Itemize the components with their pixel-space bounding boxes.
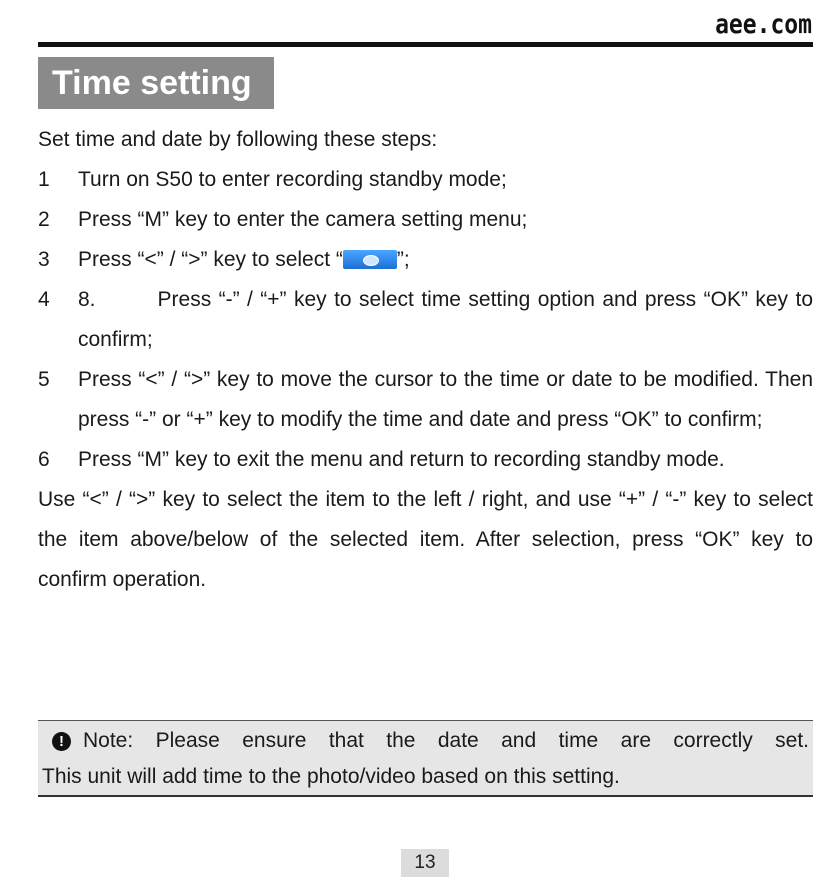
step-text: Press “M” key to enter the camera setting menu; [78, 208, 528, 231]
step-prefix: 8. [78, 288, 96, 311]
step-text-after: ”; [396, 248, 410, 271]
step-4 [38, 280, 813, 360]
step-number: 5 [38, 368, 50, 391]
page-number: 13 [401, 849, 449, 877]
step-number: 3 [38, 248, 50, 271]
step-number: 6 [38, 448, 50, 471]
steps-list [38, 160, 813, 480]
brand-logo: aee.com [715, 10, 812, 40]
step-2 [38, 200, 813, 240]
step-number: 4 [38, 288, 50, 311]
page-title: Time setting [38, 57, 274, 109]
step-number: 1 [38, 168, 50, 191]
content [38, 120, 813, 600]
step-text-body: Press “-” / “+” key to select time setting option and press “OK” key to confirm; [78, 288, 813, 351]
step-5 [38, 360, 813, 440]
note-line-1 [42, 723, 809, 759]
step-text [78, 240, 813, 280]
step-text-before: Press “<” / “>” key to select “ [78, 248, 343, 271]
step-text [78, 280, 813, 360]
closing-text: Use “<” / “>” key to select the item to the left / right, and use “+” / “-” key to select the item above/below of the selected item. After selection, press “OK” key to confirm operation. [38, 488, 813, 591]
warning-icon: ! [52, 732, 71, 751]
step-text: Turn on S50 to enter recording standby mode; [78, 168, 507, 191]
step-text: Press “<” / “>” key to move the cursor to the time or date to be modified. Then press “-” or “+” key to modify the time and date and press “OK” to confirm; [78, 368, 813, 431]
step-3 [38, 240, 813, 280]
intro-text: Set time and date by following these steps: [38, 128, 438, 151]
note-text-2: This unit will add time to the photo/video based on this setting. [42, 765, 620, 788]
settings-menu-icon [343, 250, 397, 269]
note-text-1: Note: Please ensure that the date and time are correctly set. [83, 729, 809, 752]
step-text: Press “M” key to exit the menu and return to recording standby mode. [78, 448, 725, 471]
step-number: 2 [38, 208, 50, 231]
note-box [38, 720, 813, 797]
step-6 [38, 440, 813, 480]
step-1 [38, 160, 813, 200]
header-rule [38, 42, 813, 47]
